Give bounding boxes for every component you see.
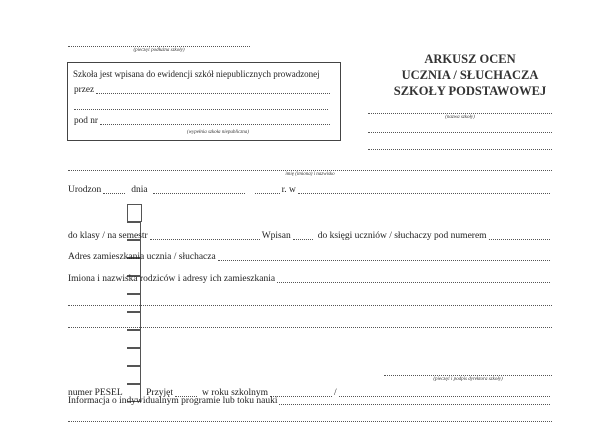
school-name-field-2[interactable]	[368, 132, 552, 133]
rodzice-label: Imiona i nazwiska rodziców i adresy ich zamieszkania	[68, 274, 276, 284]
parents-field[interactable]	[277, 282, 550, 283]
title-line-1: ARKUSZ OCEN	[424, 52, 516, 66]
school-name-caption: (nazwa szkoły)	[445, 115, 475, 120]
wpisan-label: Wpisan	[261, 231, 291, 241]
ksiegi-label: do księgi uczniów / słuchaczy pod numerem	[317, 231, 487, 241]
pod-nr-row	[74, 116, 332, 127]
registry-caption: (wypełnia szkoła niepubliczna)	[187, 130, 249, 135]
parents-row	[68, 274, 552, 285]
director-signature-field[interactable]	[384, 375, 552, 376]
wpisan-suffix-field[interactable]	[293, 239, 313, 240]
urodzon-label: Urodzon	[68, 185, 102, 195]
program-field[interactable]	[279, 404, 550, 405]
director-signature-caption: (pieczęć i podpis dyrektora szkoły)	[433, 377, 503, 382]
class-field[interactable]	[150, 239, 260, 240]
address-field[interactable]	[218, 260, 550, 261]
pod-nr-field[interactable]	[100, 124, 330, 125]
przez-field-2[interactable]	[74, 109, 328, 110]
birth-row	[68, 185, 552, 196]
slash: /	[334, 388, 337, 398]
przyjet-label: Przyjęt	[146, 388, 174, 398]
pesel-digit-box[interactable]	[127, 348, 142, 366]
parents-field-3[interactable]	[68, 327, 552, 328]
urodzon-suffix-field[interactable]	[103, 193, 125, 194]
stamp-caption: (pieczęć podłużna szkoły)	[133, 48, 185, 53]
program-field-2[interactable]	[68, 421, 552, 422]
stamp-line	[68, 46, 250, 47]
parents-field-2[interactable]	[68, 305, 552, 306]
birth-year-field[interactable]	[255, 193, 280, 194]
student-name-caption: imię (imiona) i nazwisko	[285, 172, 335, 177]
dnia-label: dnia	[131, 185, 148, 195]
przez-label: przez	[74, 85, 95, 95]
pesel-digit-box[interactable]	[127, 330, 142, 348]
title-line-2: UCZNIA / SŁUCHACZA	[401, 68, 539, 82]
registry-line1: Szkoła jest wpisana do ewidencji szkół niepublicznych prowadzonej	[73, 69, 320, 79]
w-roku-label: w roku szkolnym	[202, 388, 269, 398]
pesel-digit-box[interactable]	[127, 366, 142, 384]
pod-nr-label: pod nr	[74, 116, 99, 126]
school-name-field-3[interactable]	[368, 149, 552, 150]
pesel-digit-box[interactable]	[127, 294, 142, 312]
address-row	[68, 252, 552, 263]
przez-row	[74, 85, 332, 96]
adres-label: Adres zamieszkania ucznia / słuchacza	[68, 252, 216, 262]
przez-field[interactable]	[96, 93, 330, 94]
title-line-3: SZKOŁY PODSTAWOWEJ	[393, 84, 547, 98]
class-row	[68, 231, 552, 242]
do-klasy-label: do klasy / na semestr	[68, 231, 148, 241]
school-name-field[interactable]	[368, 113, 552, 114]
birth-place-field[interactable]	[298, 193, 550, 194]
student-name-field[interactable]	[68, 170, 552, 171]
pesel-digit-box[interactable]	[127, 204, 143, 222]
pesel-label: numer PESEL	[68, 388, 123, 398]
program-row	[68, 396, 552, 407]
program-label: Informacja o indywidualnym programie lub toku nauki	[68, 396, 278, 406]
r-w-label: r. w	[281, 185, 296, 195]
registry-box	[67, 62, 341, 141]
register-number-field[interactable]	[489, 239, 550, 240]
birth-date-field[interactable]	[153, 193, 245, 194]
